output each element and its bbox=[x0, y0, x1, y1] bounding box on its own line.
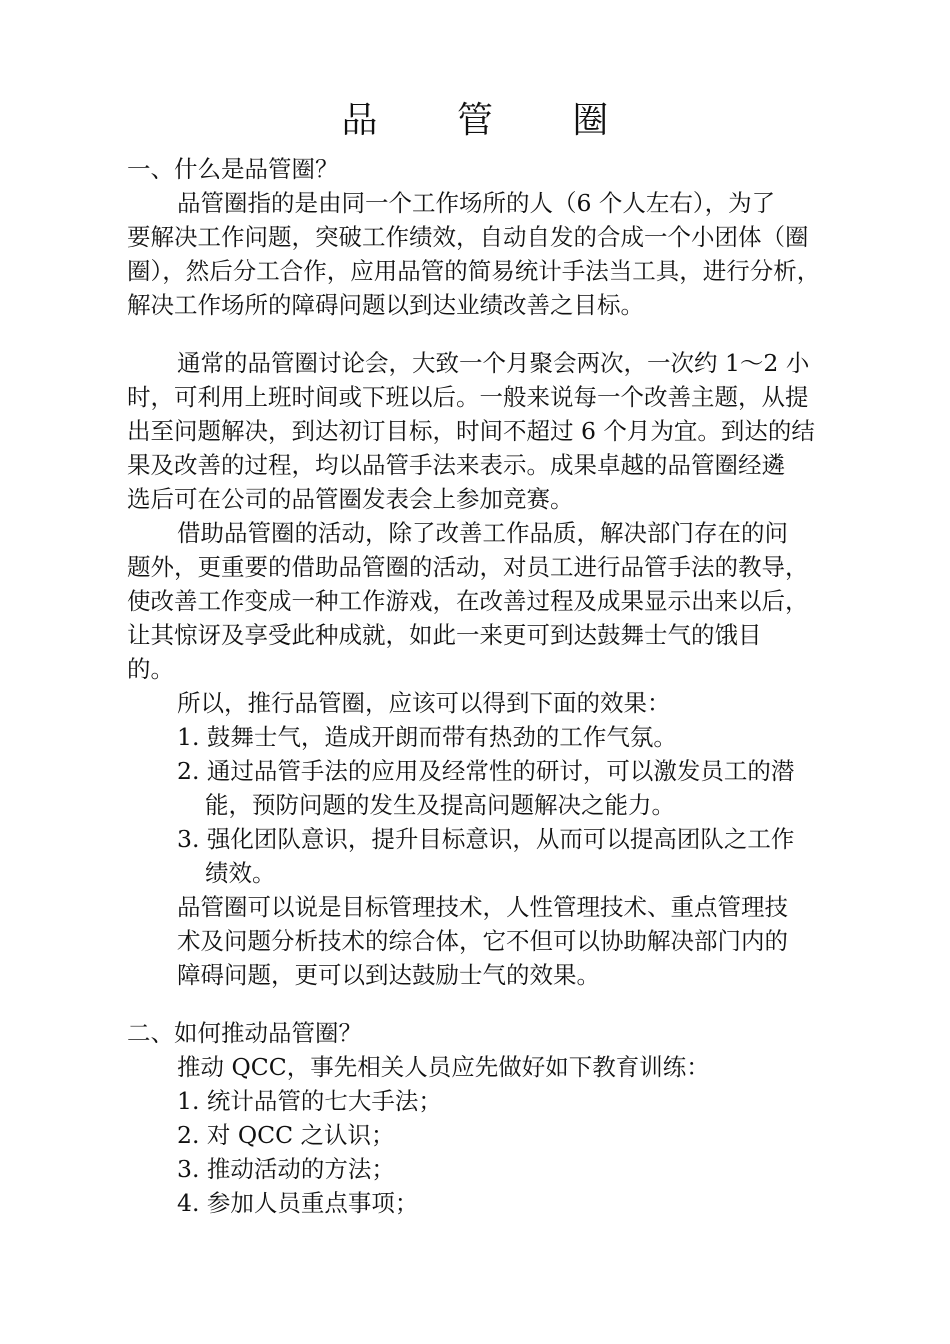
effect-item-2-line-1: 2. 通过品管手法的应用及经常性的研讨，可以激发员工的潜 bbox=[177, 757, 795, 785]
paragraph-3-line-2: 题外，更重要的借助品管圈的活动，对员工进行品管手法的教导， bbox=[127, 553, 809, 581]
training-item-1: 1. 统计品管的七大手法； bbox=[177, 1087, 442, 1115]
effect-item-1: 1. 鼓舞士气，造成开朗而带有热劲的工作气氛。 bbox=[177, 723, 677, 751]
section-2-heading: 二、如何推动品管圈？ bbox=[127, 1019, 362, 1047]
document-title: 品 管 圈 bbox=[341, 100, 643, 141]
effect-item-3-line-2: 绩效。 bbox=[205, 859, 276, 887]
paragraph-2-line-3: 出至问题解决，到达初订目标，时间不超过 6 个月为宜。到达的结 bbox=[127, 417, 815, 445]
summary-line-2: 术及问题分析技术的综合体，它不但可以协助解决部门内的 bbox=[177, 927, 788, 955]
paragraph-1-line-2: 要解决工作问题，突破工作绩效，自动自发的合成一个小团体（圈 bbox=[127, 223, 809, 251]
summary-line-3: 障碍问题，更可以到达鼓励士气的效果。 bbox=[177, 961, 600, 989]
section-2-intro: 推动 QCC，事先相关人员应先做好如下教育训练： bbox=[177, 1053, 710, 1081]
training-item-4: 4. 参加人员重点事项； bbox=[177, 1189, 419, 1217]
paragraph-3-line-1: 借助品管圈的活动，除了改善工作品质，解决部门存在的问 bbox=[177, 519, 788, 547]
section-1-heading: 一、什么是品管圈？ bbox=[127, 155, 339, 183]
effect-item-3-line-1: 3. 强化团队意识，提升目标意识，从而可以提高团队之工作 bbox=[177, 825, 795, 853]
training-item-2: 2. 对 QCC 之认识； bbox=[177, 1121, 395, 1149]
training-item-3: 3. 推动活动的方法； bbox=[177, 1155, 395, 1183]
paragraph-2-line-4: 果及改善的过程，均以品管手法来表示。成果卓越的品管圈经遴 bbox=[127, 451, 785, 479]
paragraph-3-line-4: 让其惊讶及享受此种成就，如此一来更可到达鼓舞士气的饿目 bbox=[127, 621, 762, 649]
effects-intro: 所以，推行品管圈，应该可以得到下面的效果： bbox=[177, 689, 671, 717]
paragraph-2-line-2: 时，可利用上班时间或下班以后。一般来说每一个改善主题，从提 bbox=[127, 383, 809, 411]
paragraph-1-line-3: 圈），然后分工合作，应用品管的简易统计手法当工具，进行分析， bbox=[127, 257, 821, 285]
paragraph-2-line-5: 选后可在公司的品管圈发表会上参加竞赛。 bbox=[127, 485, 574, 513]
paragraph-1-line-4: 解决工作场所的障碍问题以到达业绩改善之目标。 bbox=[127, 291, 644, 319]
effect-item-2-line-2: 能，预防问题的发生及提高问题解决之能力。 bbox=[205, 791, 675, 819]
paragraph-3-line-5: 的。 bbox=[127, 655, 174, 683]
summary-line-1: 品管圈可以说是目标管理技术，人性管理技术、重点管理技 bbox=[177, 893, 788, 921]
paragraph-1-line-1: 品管圈指的是由同一个工作场所的人（6 个人左右），为了 bbox=[177, 189, 776, 217]
paragraph-3-line-3: 使改善工作变成一种工作游戏，在改善过程及成果显示出来以后， bbox=[127, 587, 809, 615]
paragraph-2-line-1: 通常的品管圈讨论会，大致一个月聚会两次，一次约 1～2 小 bbox=[177, 349, 810, 377]
